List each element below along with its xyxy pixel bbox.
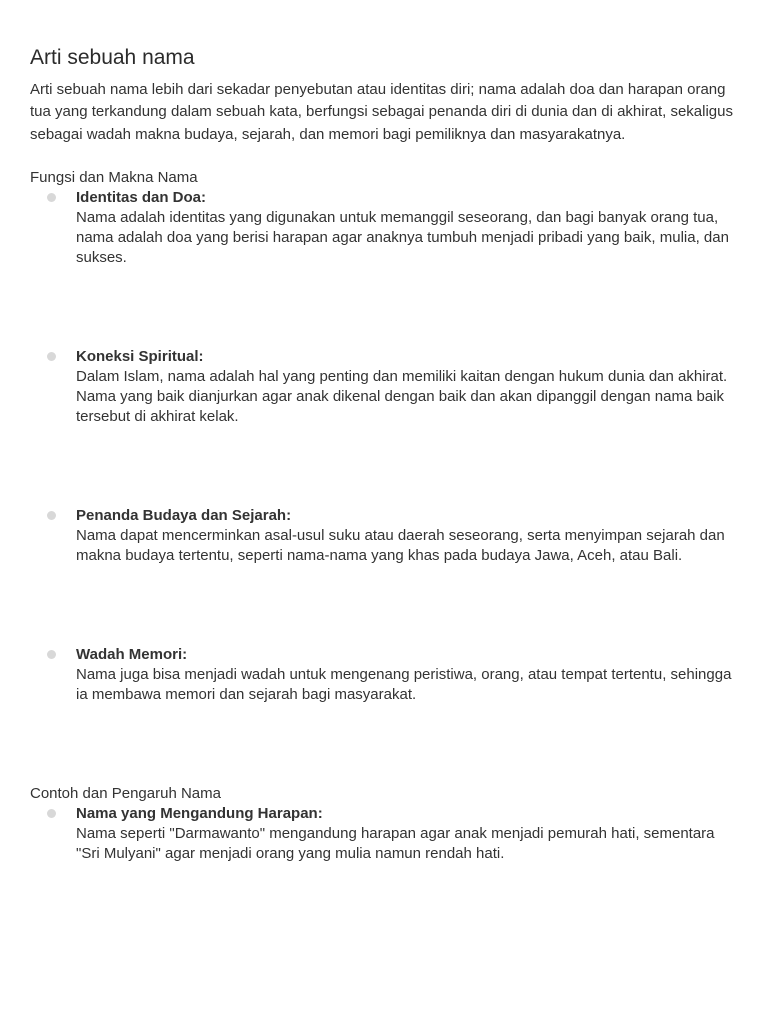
item-title: Wadah Memori:: [76, 645, 188, 663]
list-item: [30, 347, 738, 427]
section-heading: Contoh dan Pengaruh Nama: [30, 784, 221, 802]
list-item: [30, 645, 738, 705]
item-title: Penanda Budaya dan Sejarah:: [76, 506, 292, 524]
document: [30, 44, 738, 864]
list-item: [30, 804, 738, 864]
page-title: Arti sebuah nama: [30, 46, 195, 69]
bullet-icon: [47, 809, 56, 818]
section-heading: Fungsi dan Makna Nama: [30, 168, 198, 186]
item-title: Identitas dan Doa:: [76, 188, 207, 206]
list-item: [30, 506, 738, 566]
item-text: Nama adalah identitas yang digunakan untuk memanggil seseorang, dan bagi banyak orang tua, nama adalah doa yang berisi harapan agar anaknya tumbuh menjadi pribadi yang baik, mulia, dan sukses.: [76, 208, 729, 266]
bullet-icon: [47, 511, 56, 520]
section-fungsi: [30, 168, 738, 705]
item-text: Nama juga bisa menjadi wadah untuk mengenang peristiwa, orang, atau tempat tertentu, sehingga ia membawa memori dan sejarah bagi masyarakat.: [76, 665, 732, 703]
item-title: Koneksi Spiritual:: [76, 347, 204, 365]
intro-paragraph: Arti sebuah nama lebih dari sekadar penyebutan atau identitas diri; nama adalah doa dan harapan orang tua yang terkandung dalam sebuah kata, berfungsi sebagai penanda diri di dunia dan di akhirat, sekaligus sebagai wadah makna budaya, sejarah, dan memori bagi pemiliknya dan masyarakatnya.: [30, 81, 733, 143]
bullet-icon: [47, 193, 56, 202]
bullet-icon: [47, 650, 56, 659]
list-item: [30, 188, 738, 268]
bullet-list: [30, 804, 738, 864]
bullet-icon: [47, 352, 56, 361]
section-contoh: [30, 784, 738, 864]
item-text: Dalam Islam, nama adalah hal yang penting dan memiliki kaitan dengan hukum dunia dan akhirat. Nama yang baik dianjurkan agar anak dikenal dengan baik dan akan dipanggil dengan nama baik tersebut di akhirat kelak.: [76, 367, 728, 425]
item-title: Nama yang Mengandung Harapan:: [76, 804, 323, 822]
item-text: Nama dapat mencerminkan asal-usul suku atau daerah seseorang, serta menyimpan sejarah dan makna budaya tertentu, seperti nama-nama yang khas pada budaya Jawa, Aceh, atau Bali.: [76, 526, 725, 564]
item-text: Nama seperti "Darmawanto" mengandung harapan agar anak menjadi pemurah hati, sementara "Sri Mulyani" agar menjadi orang yang mulia namun rendah hati.: [76, 824, 715, 862]
bullet-list: [30, 188, 738, 705]
